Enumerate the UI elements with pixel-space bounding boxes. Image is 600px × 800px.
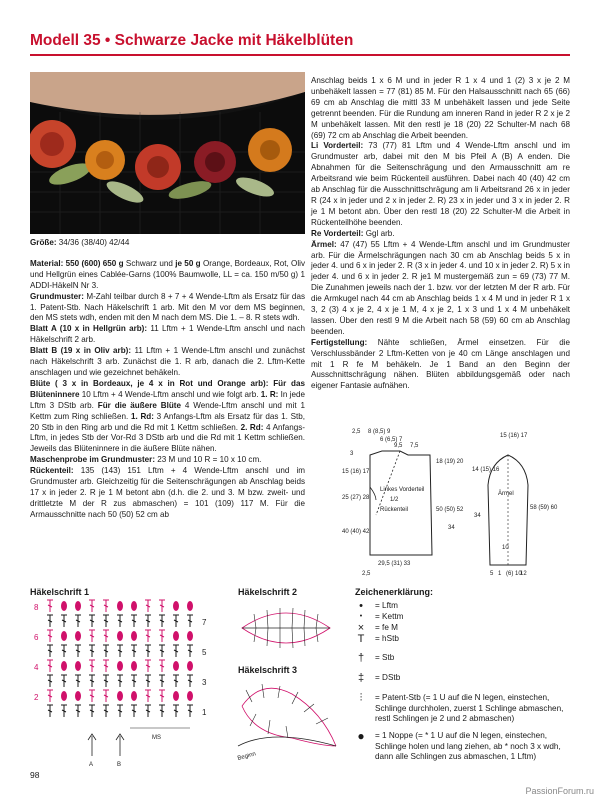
stitch-mark: [75, 645, 81, 657]
stitch-mark: [159, 645, 165, 657]
top-dim-4: 9,5: [394, 443, 403, 449]
page-number: 98: [30, 770, 40, 780]
row-number-8: 8: [34, 603, 39, 612]
flower-text: 10 Lftm + 4 Wende-Lftm anschl und wie folgt arb.: [79, 389, 261, 399]
leaf-b-lead: Blatt B (19 x in Oliv arb):: [30, 346, 132, 356]
finishing-lead: Fertigstellung:: [311, 337, 368, 347]
noppe-mark: [75, 691, 81, 701]
stitch-mark: [89, 660, 95, 672]
sleeve-label: Ärmel: [498, 491, 514, 497]
flower-lead-2: 1. R:: [260, 389, 279, 399]
stitch-mark: [47, 600, 53, 612]
noppe-mark: [131, 631, 137, 641]
stitch-mark: [103, 675, 109, 687]
stitch-mark: [103, 645, 109, 657]
stitch-mark: [61, 705, 67, 717]
stitch-mark: [131, 675, 137, 687]
noppe-mark: [61, 601, 67, 611]
finishing-text: Nähte schließen, Ärmel einsetzen. Für die Verschlussbänder 2 Lftm-Ketten von je 40 cm Länge anschlagen und mit 1 R fe M behäkeln. Je 1 Band an den Beginn der Ausschnittschrägung nähen. Blüten abbildungsgemäß oder nach eigener Fantasie aufnähen.: [311, 337, 570, 391]
gauge-lead: Maschenprobe im Grundmuster:: [30, 455, 156, 465]
hstb-icon: T: [357, 633, 365, 645]
flower-lead-3: Für die äußere Blüte: [97, 400, 181, 410]
stitch-mark: [145, 705, 151, 717]
arrow-a-icon: [88, 734, 96, 756]
left-dim-1: 3: [350, 451, 354, 457]
arrow-b-icon: [116, 734, 124, 756]
row-number-6: 6: [34, 633, 39, 642]
legend-item-hstb: [355, 634, 570, 648]
material-lead-2: je 50 g: [175, 258, 201, 268]
stitch-mark: [159, 615, 165, 627]
stitch-mark: [103, 615, 109, 627]
stitch-mark: [145, 690, 151, 702]
stitch-mark: [187, 645, 193, 657]
stitch-mark: [145, 660, 151, 672]
stitch-mark: [75, 615, 81, 627]
sleeve-top-dim: 15 (16) 17: [500, 433, 528, 439]
noppe-mark: [61, 691, 67, 701]
stitch-mark: [131, 705, 137, 717]
noppe-mark: [117, 601, 123, 611]
row-number-1: 1: [202, 708, 207, 717]
stitch-mark: [159, 690, 165, 702]
legend-text-dstb: = DStb: [375, 673, 401, 682]
stitch-mark: [61, 645, 67, 657]
stitch-mark: [173, 675, 179, 687]
bottom-small-dim: 2,5: [362, 571, 371, 577]
stitch-mark: [173, 705, 179, 717]
material-text: Schwarz und: [123, 258, 176, 268]
legend-item-noppe: [355, 731, 570, 767]
stitch-mark: [103, 660, 109, 672]
size-label: Größe:: [30, 238, 57, 247]
row-number-2: 2: [34, 693, 39, 702]
stitch-mark: [47, 705, 53, 717]
noppe-mark: [173, 691, 179, 701]
noppe-mark: [75, 661, 81, 671]
noppe-mark: [187, 661, 193, 671]
lftm-icon: •: [359, 600, 363, 612]
noppe-mark: [187, 601, 193, 611]
top-dim-2: 8 (8,5) 9: [368, 429, 391, 435]
row-number-7: 7: [202, 618, 207, 627]
crochet-chart-2: [236, 600, 336, 658]
stitch-mark: [61, 615, 67, 627]
stitch-mark: [159, 600, 165, 612]
stitch-mark: [131, 615, 137, 627]
row-number-5: 5: [202, 648, 207, 657]
stitch-mark: [145, 600, 151, 612]
stitch-mark: [159, 705, 165, 717]
stitch-mark: [61, 675, 67, 687]
stitch-mark: [117, 705, 123, 717]
model-photo: [30, 72, 305, 234]
stitch-mark: [47, 615, 53, 627]
stitch-mark: [145, 630, 151, 642]
stitch-mark: [187, 615, 193, 627]
left-column-text: [30, 238, 305, 521]
stitch-mark: [89, 675, 95, 687]
legend-item-patent-stb: [355, 693, 570, 727]
stitch-mark: [103, 690, 109, 702]
noppe-mark: [61, 661, 67, 671]
dstb-icon: ‡: [357, 672, 365, 684]
noppe-mark: [173, 601, 179, 611]
stitch-mark: [47, 660, 53, 672]
stitch-mark: [47, 675, 53, 687]
flower-text-2: In jede Lftm 3 DStb arb.: [30, 389, 305, 410]
noppe-mark: [173, 661, 179, 671]
arrow-a-label: A: [89, 762, 94, 768]
back-text: 135 (143) 151 Lftm + 4 Wende-Lftm anschl und im Grundmuster arb. Gleichzeitig für die Seitenschrägungen ab Anschlag beids 17 x in jeder 2. R je 1 M betont abn (d.h. die 2. und 3. M bzw. zweit- und drittletzte M der R zus abmaschen) = 101 (109) 117 M. Für die Armausschnitte nach 50 (50) 52 cm ab: [30, 466, 305, 519]
noppe-mark: [117, 661, 123, 671]
stitch-mark: [89, 645, 95, 657]
armhole-text: Anschlag beids 1 x 6 M und in jeder R 1 x 4 und 1 (2) 3 x je 2 M unbehäkelt lassen = 77 (81) 85 M. Für den Halsausschnitt nach 65 (66) 69 cm ab Anschlag die mittl 33 M unbehäkelt lassen und jede Seite getrennt beenden. Für die Rundung am inneren Rand in jeder R 2 x je 2 M unbehäkelt lassen. Mit den restl je 18 (20) 22 Schulter-M nach 68 (69) 72 cm ab Anschlag die Arbeit beenden.: [311, 76, 570, 140]
noppe-mark: [61, 631, 67, 641]
legend-text-fem: = fe M: [375, 623, 398, 632]
sleeve-lead: Ärmel:: [311, 239, 337, 249]
stitch-mark: [89, 615, 95, 627]
legend-text-kettm: = Kettm: [375, 612, 404, 621]
flower-lead-5: 2. Rd:: [240, 422, 264, 432]
size-text: 34/36 (38/40) 42/44: [56, 238, 130, 247]
bottom-dim: 29,5 (31) 33: [378, 561, 411, 567]
stitch-mark: [75, 705, 81, 717]
noppe-mark: [131, 601, 137, 611]
chart1-symbols: [47, 600, 193, 717]
right-dim-2: 50 (50) 52: [436, 507, 464, 513]
stitch-mark: [75, 675, 81, 687]
stitch-mark: [159, 660, 165, 672]
photo-illustration: [30, 72, 305, 234]
stitch-mark: [145, 675, 151, 687]
patent-stb-icon: ⫶: [359, 692, 363, 704]
sleeve-left-dim-2: 34: [474, 513, 481, 519]
right-dim-1: 18 (19) 20: [436, 459, 464, 465]
stitch-mark: [145, 615, 151, 627]
watermark: PassionForum.ru: [525, 786, 594, 796]
legend-item-stb: [355, 653, 570, 667]
row-number-4: 4: [34, 663, 39, 672]
noppe-mark: [131, 691, 137, 701]
stitch-mark: [47, 645, 53, 657]
stitch-mark: [117, 645, 123, 657]
noppe-mark: [117, 691, 123, 701]
stitch-mark: [187, 675, 193, 687]
legend-text-noppe: = 1 Noppe (= * 1 U auf die N legen, einstechen, Schlinge holen und lang ziehen, ab * noch 3 x wdh, dann alle Schlingen zus abmaschen, 1 Lftm): [375, 731, 561, 761]
gauge-text: 23 M und 10 R = 10 x 10 cm.: [155, 455, 262, 465]
top-dim-5: 7,5: [410, 443, 419, 449]
right-front-text: Ggl arb.: [363, 228, 395, 238]
flower-lead: Blüte ( 3 x in Bordeaux, je 4 x in Rot und Orange arb): Für das Blüteninnere: [30, 378, 305, 399]
right-dim-3: 34: [448, 525, 455, 531]
stitch-mark: [89, 600, 95, 612]
stitch-mark: [103, 600, 109, 612]
stitch-mark: [187, 705, 193, 717]
stitch-mark: [159, 675, 165, 687]
sleeve-bottom-dim-3: 1: [498, 571, 502, 577]
chart1-title: Häkelschrift 1: [30, 587, 90, 597]
legend-text-hstb: = hStb: [375, 634, 399, 643]
legend-text-patent-stb: = Patent-Stb (= 1 U auf die N legen, einstechen, Schlinge durchholen, zuerst 1 Schlinge abmaschen, restl Schlingen je 2 und 2 abmaschen): [375, 693, 564, 723]
stitch-mark: [47, 630, 53, 642]
pattern-text: M-Zahl teilbar durch 8 + 7 + 4 Wende-Lftm als Ersatz für das 1. Patent-Stb. Nach Häkelschrift 1 arb. Mit den M vor dem MS beginnen, den MS stets wdh, enden mit den M nach dem MS. Die 1. – 8. R stets wdh.: [30, 291, 305, 323]
back-lead: Rückenteil:: [30, 466, 74, 476]
noppe-mark: [187, 631, 193, 641]
stb-icon: †: [357, 652, 365, 664]
stitch-mark: [117, 615, 123, 627]
chart3-title: Häkelschrift 3: [238, 665, 298, 675]
flower-text-4: 3 Anfangs-Lftm als Ersatz für das 1. Stb, 20 Stb in den Ring arb und die Rd mit 1 Kettm schließen.: [30, 411, 306, 432]
noppe-mark: [187, 691, 193, 701]
legend-text-lftm: = Lftm: [375, 601, 398, 610]
right-front-lead: Re Vorderteil:: [311, 228, 364, 238]
title-bar: [30, 30, 570, 56]
stitch-mark: [89, 630, 95, 642]
legend-text-stb: = Stb: [375, 653, 395, 662]
garment-schematic: [340, 425, 570, 585]
stitch-mark: [89, 690, 95, 702]
crochet-chart-1: [30, 598, 225, 768]
begin-label: Beginn: [236, 751, 257, 762]
flower-lead-4: 1. Rd:: [130, 411, 154, 421]
left-dim-3: 25 (27) 28: [342, 495, 370, 501]
pattern-lead: Grundmuster:: [30, 291, 84, 301]
flower-text-5: 4 Anfangs-Lftm, in jedes Stb der Vor-Rd 3 DStb arb und die Rd mit 1 Kettm schließen. Jeweils das Blüteninnere in die äußere Blüte nähen.: [30, 422, 305, 454]
sleeve-bottom-dim-1: 10: [502, 545, 509, 551]
sleeve-right-dim: 58 (59) 60: [530, 505, 558, 511]
sleeve-bottom-dim-4: (6) 10: [506, 571, 522, 577]
flower-text-3: 4 Wende-Lftm anschl und mit 1 Kettm zum Ring schließen.: [30, 400, 305, 421]
left-front-text: 73 (77) 81 Lftm und 4 Wende-Lftm anschl und im Grundmuster arb, dabei mit den M bis Pfeil A (B) A enden. Die Abnahmen für die Seitenschrägung und den Armausschnitt am re Arbeitsrand wie beim Rückenteil ausführen. Dabei nach 40 (40) 42 cm ab Anschlag für die Ausschnittschrägung am li Arbeitsrand 26 x in jeder R (24 x in jeder und 2 x in jeder 2. R) 23 x in jeder und 3 x in jeder 2. R je 1 M betont abn. Über den restl 18 (20) 22 Schulter-M die Arbeit in Rückenteilhöhe beenden.: [311, 141, 570, 227]
stitch-mark: [89, 705, 95, 717]
fe-m-icon: ×: [357, 622, 365, 634]
repeat-label: MS: [152, 735, 161, 741]
page-title: Modell 35 • Schwarze Jacke mit Häkelblüten: [30, 32, 354, 49]
leaf-b-text: 11 Lftm + 1 Wende-Lftm anschl und zunächst nach Häkelschrift 3 arb. Zunächst die 1. R arb, danach die 2. Lftm-Kette anschlagen und wie gezeichnet behäkeln.: [30, 346, 305, 377]
right-column-text: [311, 76, 570, 392]
left-front-lead: Li Vorderteil:: [311, 141, 364, 151]
sleeve-left-dim-1: 14 (15) 16: [472, 467, 500, 473]
stitch-mark: [117, 675, 123, 687]
kettm-icon: •: [359, 613, 363, 620]
arrow-b-label: B: [117, 762, 122, 768]
stitch-mark: [47, 690, 53, 702]
noppe-mark: [117, 631, 123, 641]
stitch-mark: [173, 615, 179, 627]
stitch-mark: [103, 705, 109, 717]
legend-item-dstb: [355, 673, 570, 687]
noppe-mark: [173, 631, 179, 641]
top-dim-1: 2,5: [352, 429, 361, 435]
front-label: Linkes Vorderteil: [380, 487, 425, 493]
top-dim-3: 6 (6,5) 7: [380, 437, 403, 443]
stitch-mark: [103, 630, 109, 642]
material-lead: Material: 550 (600) 650 g: [30, 258, 124, 268]
noppe-mark: [131, 661, 137, 671]
leaf-a-lead: Blatt A (10 x in Hellgrün arb):: [30, 324, 148, 334]
legend-title: Zeichenerklärung:: [355, 587, 434, 597]
noppe-mark: [75, 601, 81, 611]
noppe-mark: [75, 631, 81, 641]
sleeve-bottom-dim-5: 12: [520, 571, 527, 577]
front-half-label: 1/2: [390, 497, 399, 503]
stitch-mark: [131, 645, 137, 657]
stitch-mark: [145, 645, 151, 657]
stitch-mark: [159, 630, 165, 642]
crochet-chart-3: [232, 676, 344, 766]
sleeve-text: 47 (47) 55 Lftm + 4 Wende-Lftm anschl und im Grundmuster arb. Für die Ärmelschrägungen nach 30 cm ab Anschlag beids 5 x in jeder 4. und 6 x in jeder 2. R (3 x in jeder 4. und 10 x in jeder 2. R) 5 x in jeder 4. und 6 x in jeder 2. R je1 M mustergemäß zun = 69 (73) 77 M. Die Zunahmen jeweils nach der 1. bzw. vor der letzten M der R arb. Für die Armkugel nach 44 cm ab Anschlag beids 1 x 4 M und in jeder R 1 x 3, 2 (3) 4 x je 2, 4 x je 1 M, 4 x je 2, 1 x 3 und 1 x 4 M unbehäkelt lassen. Über den restl 9 M die Arbeit nach 58 (59) 60 cm ab Anschlag beenden.: [311, 239, 570, 336]
row-number-3: 3: [202, 678, 207, 687]
sleeve-bottom-dim-2: 5: [490, 571, 494, 577]
left-dim-4: 40 (40) 42: [342, 529, 370, 535]
noppe-icon: ●: [357, 729, 365, 743]
chart2-title: Häkelschrift 2: [238, 587, 298, 597]
left-dim-2: 15 (16) 17: [342, 469, 370, 475]
leaf-a-text: 11 Lftm + 1 Wende-Lftm anschl und nach Häkelschrift 2 arb.: [30, 324, 305, 345]
material-text-2: Orange, Bordeaux, Rot, Oliv und Hellgrün eines Cablée-Garns (100% Baumwolle, LL = ca. 150 m/50 g) 1 ADDI-HäkelN Nr 3.: [30, 258, 305, 290]
stitch-mark: [173, 645, 179, 657]
back-label: Rückenteil: [380, 507, 409, 513]
